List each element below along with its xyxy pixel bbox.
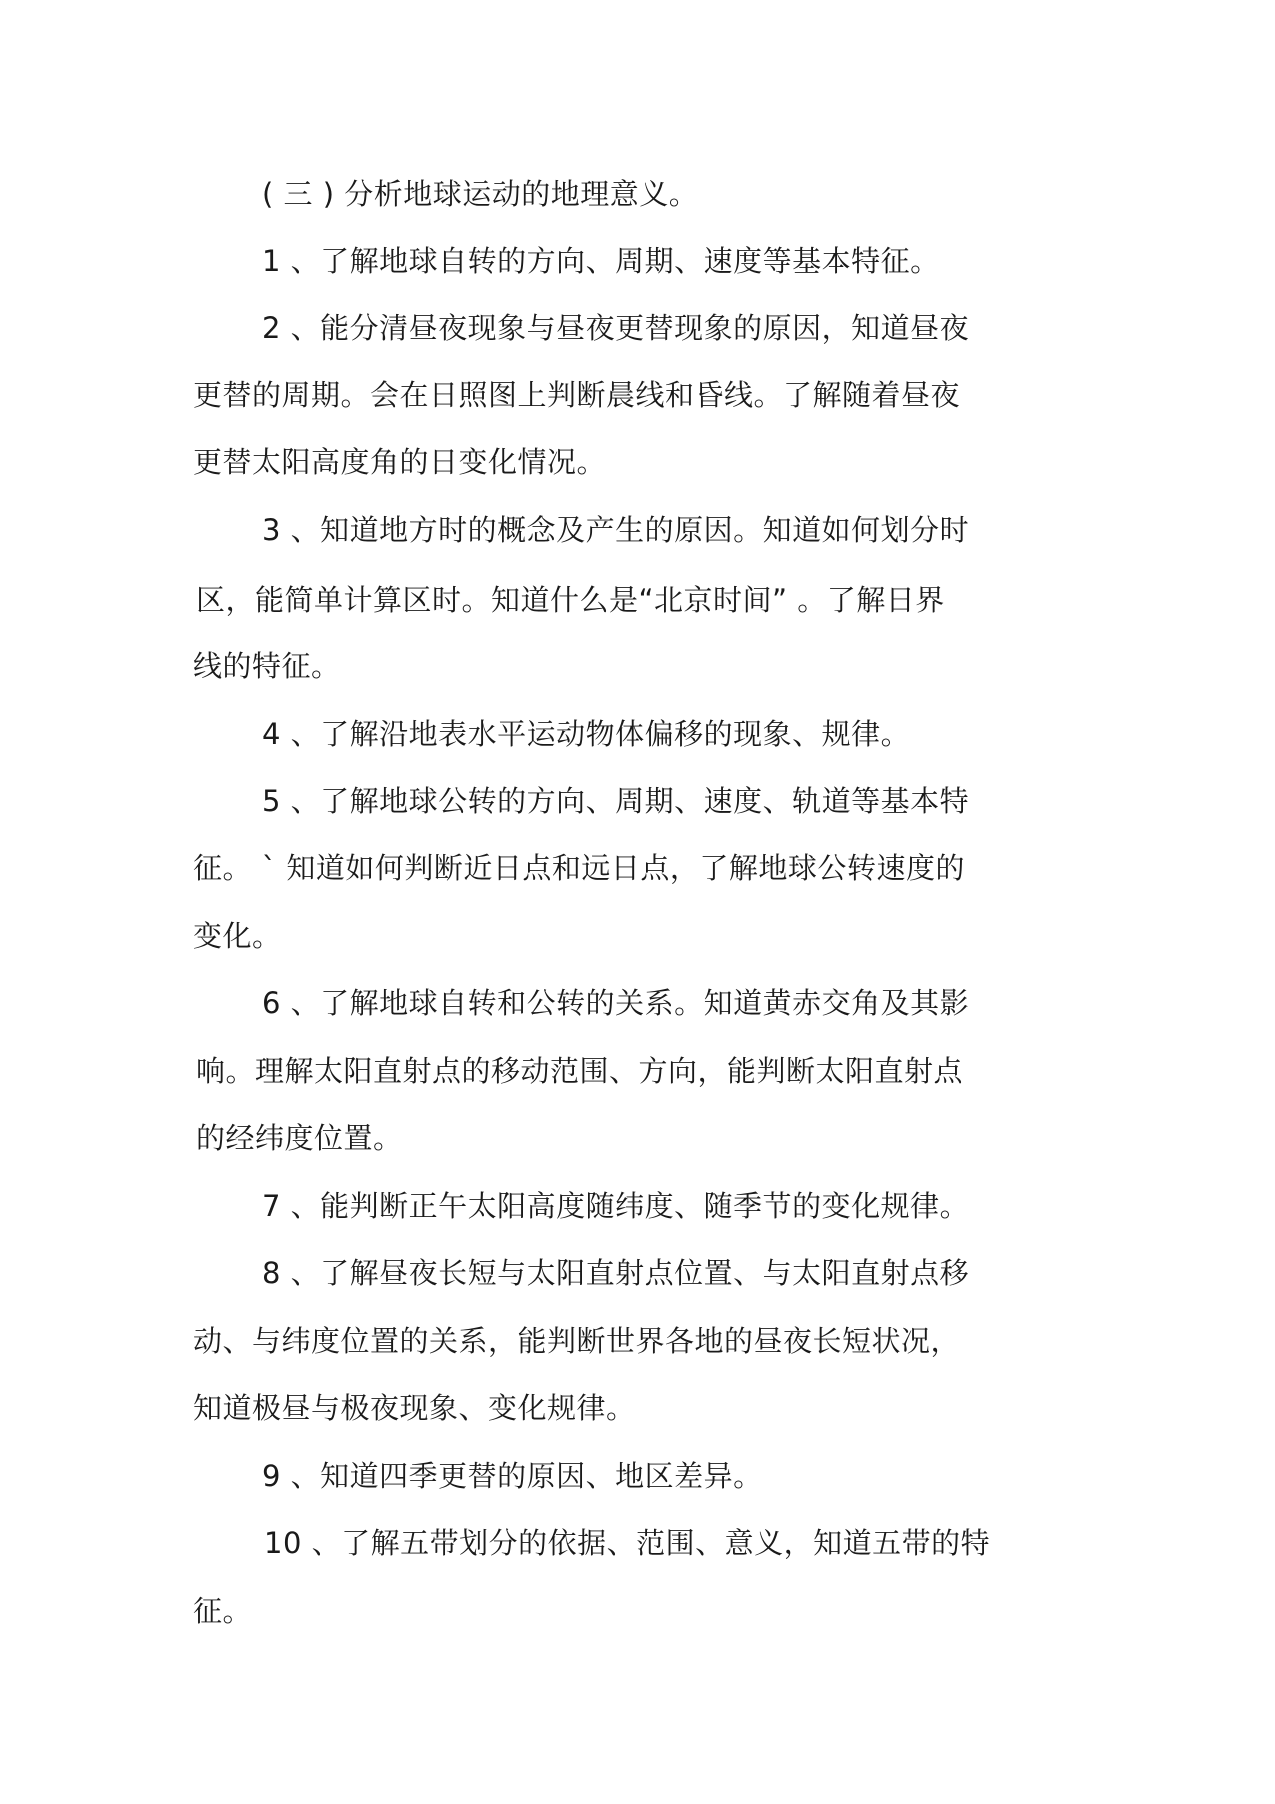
paragraph-line: 征。 ` 知道如何判断近日点和远日点，了解地球公转速度的 bbox=[193, 851, 965, 885]
paragraph-line: 5 、了解地球公转的方向、周期、速度、轨道等基本特 bbox=[262, 784, 970, 818]
paragraph-line: 1 、了解地球自转的方向、周期、速度等基本特征。 bbox=[262, 244, 940, 278]
paragraph-line: 征。 bbox=[193, 1594, 253, 1628]
paragraph-line: 线的特征。 bbox=[193, 649, 341, 683]
paragraph-line: 10 、了解五带划分的依据、范围、意义，知道五带的特 bbox=[264, 1526, 991, 1560]
paragraph-line: 4 、了解沿地表水平运动物体偏移的现象、规律。 bbox=[262, 717, 911, 751]
paragraph-line: 的经纬度位置。 bbox=[196, 1121, 403, 1155]
paragraph-line: 8 、了解昼夜长短与太阳直射点位置、与太阳直射点移 bbox=[262, 1256, 970, 1290]
paragraph-line: 更替的周期。会在日照图上判断晨线和昏线。了解随着昼夜 bbox=[193, 378, 961, 412]
paragraph-line: 7 、能判断正午太阳高度随纬度、随季节的变化规律。 bbox=[262, 1189, 970, 1223]
paragraph-line: 变化。 bbox=[193, 919, 282, 953]
paragraph-line: 知道极昼与极夜现象、变化规律。 bbox=[193, 1391, 636, 1425]
paragraph-line: 3 、知道地方时的概念及产生的原因。知道如何划分时 bbox=[262, 513, 970, 547]
paragraph-line: 更替太阳高度角的日变化情况。 bbox=[193, 445, 607, 479]
section-heading: ( 三 ) 分析地球运动的地理意义。 bbox=[262, 177, 699, 211]
paragraph-line: 区，能简单计算区时。知道什么是“北京时间” 。了解日界 bbox=[196, 583, 945, 617]
paragraph-line: 9 、知道四季更替的原因、地区差异。 bbox=[262, 1459, 763, 1493]
paragraph-line: 6 、了解地球自转和公转的关系。知道黄赤交角及其影 bbox=[262, 986, 970, 1020]
paragraph-line: 动、与纬度位置的关系，能判断世界各地的昼夜长短状况， bbox=[193, 1324, 961, 1358]
paragraph-line: 2 、能分清昼夜现象与昼夜更替现象的原因，知道昼夜 bbox=[262, 311, 970, 345]
paragraph-line: 响。理解太阳直射点的移动范围、方向，能判断太阳直射点 bbox=[196, 1054, 964, 1088]
